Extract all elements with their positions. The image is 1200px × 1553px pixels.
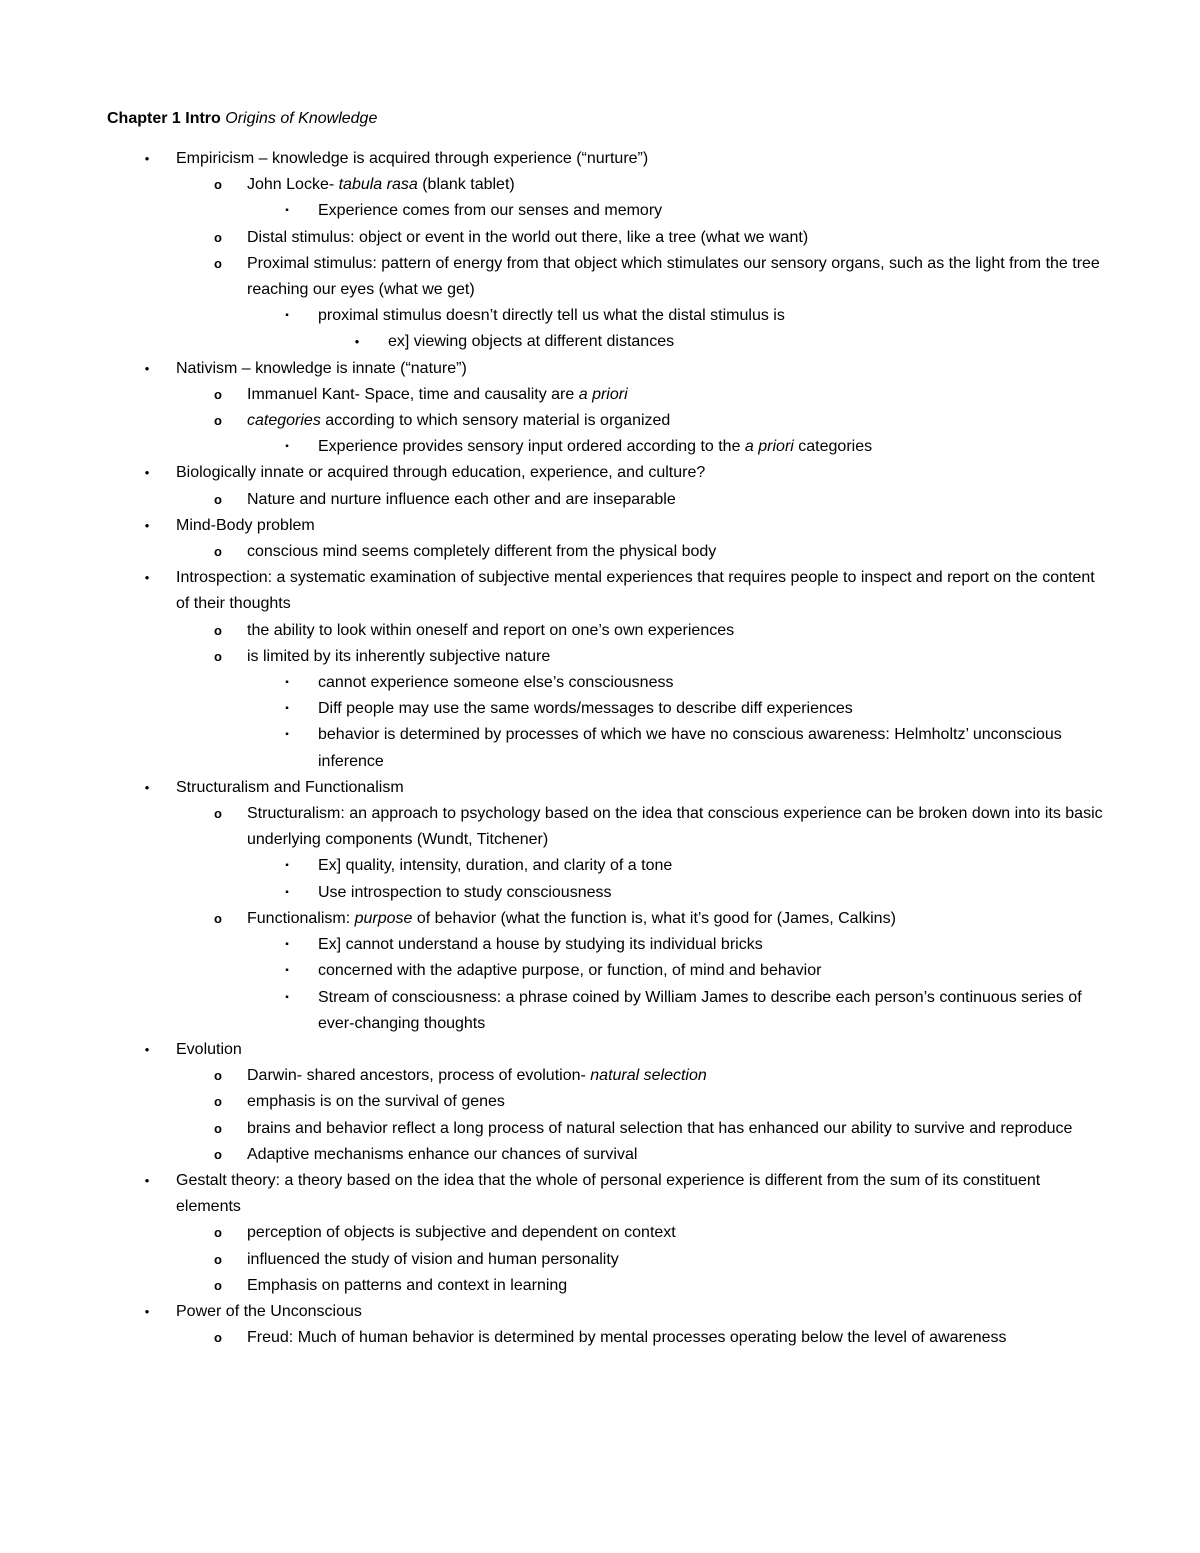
outline-italic-term: a priori (578, 385, 628, 403)
outline-item-level-1 (0, 1037, 1200, 1063)
outline-text-segment: according to which sensory material is organized (320, 412, 671, 430)
outline-item-text (247, 487, 1107, 513)
outline-item-level-1 (0, 146, 1200, 172)
outline-item-level-2 (0, 801, 1200, 853)
outline-item-text (247, 1273, 1107, 1299)
outline-item-level-2 (0, 1089, 1200, 1115)
outline-item-text (318, 722, 1103, 774)
bullet-icon: • (144, 1172, 150, 1188)
outline-italic-term: tabula rasa (338, 176, 418, 194)
outline-item-level-3 (0, 722, 1200, 774)
outline-text-segment: Empiricism – knowledge is acquired through experience (“nurture”) (176, 150, 649, 167)
circle-bullet-icon: o (214, 910, 222, 926)
outline-item-level-1 (0, 1299, 1200, 1325)
outline-item-level-3 (0, 958, 1200, 984)
bullet-icon: • (144, 360, 150, 376)
outline-item-level-1 (0, 460, 1200, 486)
outline-item-text (176, 146, 1106, 172)
outline-item-text (176, 513, 1106, 539)
square-bullet-icon: ▪ (285, 860, 289, 872)
outline-text-segment: Nativism – knowledge is innate (“nature”) (176, 359, 467, 377)
square-bullet-icon: ▪ (285, 441, 289, 453)
outline-item-text (318, 434, 1103, 460)
outline-item-text (318, 958, 1103, 984)
outline-item-level-3 (0, 985, 1200, 1037)
outline-item-level-1 (0, 775, 1200, 801)
outline-item-level-2 (0, 618, 1200, 644)
circle-bullet-icon: o (214, 1068, 222, 1084)
square-bullet-icon: ▪ (285, 729, 289, 741)
outline-text-segment: proximal stimulus doesn’t directly tell us what the distal stimulus is (318, 307, 785, 325)
outline-italic-term: natural selection (590, 1067, 707, 1085)
outline-item-level-2 (0, 1273, 1200, 1299)
square-bullet-icon: ▪ (285, 939, 289, 951)
bullet-icon: • (354, 334, 360, 350)
outline-item-text (247, 172, 1107, 198)
page-title (107, 106, 377, 132)
outline-text-segment: Structuralism and Functionalism (176, 778, 404, 796)
circle-bullet-icon: o (214, 386, 222, 402)
outline-text-segment: Biologically innate or acquired through education, experience, and culture? (176, 464, 706, 482)
outline-italic-term: a priori (744, 438, 794, 456)
outline-text-segment: influenced the study of vision and human personality (247, 1250, 619, 1268)
outline-text-segment: Mind-Body problem (176, 516, 315, 534)
circle-bullet-icon: o (214, 229, 222, 245)
outline-text-segment: Nature and nurture influence each other and are inseparable (247, 490, 676, 508)
outline-text-segment: brains and behavior reflect a long process of natural selection that has enhanced our ability to survive and reproduce (247, 1119, 1073, 1137)
outline-text-segment: Functionalism: (247, 909, 355, 927)
circle-bullet-icon: o (214, 1251, 222, 1267)
outline-text-segment: Use introspection to study consciousness (318, 883, 612, 901)
outline-item-text (247, 1247, 1107, 1273)
outline-item-level-2 (0, 487, 1200, 513)
outline-item-level-2 (0, 1142, 1200, 1168)
outline-text-segment: behavior is determined by processes of which we have no conscious awareness: Helmholtz’ unconscious inference (318, 726, 1062, 770)
outline-text-segment: Adaptive mechanisms enhance our chances of survival (247, 1145, 638, 1163)
outline-item-level-4 (0, 329, 1200, 355)
outline-item-level-1 (0, 1168, 1200, 1220)
outline-item-text (247, 1220, 1107, 1246)
outline-item-text (388, 329, 1098, 355)
outline-text-segment: Ex] cannot understand a house by studying its individual bricks (318, 936, 763, 954)
outline-item-text (318, 932, 1103, 958)
outline-item-text (176, 356, 1106, 382)
circle-bullet-icon: o (214, 491, 222, 507)
outline-item-level-2 (0, 644, 1200, 670)
outline-text-segment: Freud: Much of human behavior is determined by mental processes operating below the level of awareness (247, 1329, 1007, 1347)
outline-item-text (247, 1325, 1107, 1351)
title-lead: Chapter 1 Intro (107, 110, 221, 127)
outline-item-level-2 (0, 408, 1200, 434)
outline-item-text (247, 408, 1107, 434)
bullet-icon: • (144, 1303, 150, 1319)
circle-bullet-icon: o (214, 648, 222, 664)
outline-item-text (318, 670, 1103, 696)
square-bullet-icon: ▪ (285, 703, 289, 715)
outline-item-text (247, 644, 1107, 670)
circle-bullet-icon: o (214, 1120, 222, 1136)
outline-item-text (176, 1037, 1106, 1063)
bullet-icon: • (144, 570, 150, 586)
outline-text-segment: Experience comes from our senses and memory (318, 202, 663, 220)
outline-italic-term: categories (247, 412, 321, 430)
outline-text-segment: Distal stimulus: object or event in the world out there, like a tree (what we want) (247, 228, 809, 246)
square-bullet-icon: ▪ (285, 965, 289, 977)
circle-bullet-icon: o (214, 1146, 222, 1162)
outline-item-level-3 (0, 932, 1200, 958)
outline-text-segment: Proximal stimulus: pattern of energy from that object which stimulates our sensory organs, such as the light from the tree reaching our eyes (what we get) (247, 254, 1100, 299)
square-bullet-icon: ▪ (285, 886, 289, 898)
outline-item-level-2 (0, 172, 1200, 198)
outline-item-level-2 (0, 251, 1200, 303)
outline-item-text (247, 1142, 1107, 1168)
outline-text-segment: of behavior (what the function is, what it’s good for (James, Calkins) (412, 909, 896, 927)
circle-bullet-icon: o (214, 544, 222, 560)
outline-item-text (176, 565, 1106, 617)
bullet-icon: • (144, 151, 150, 166)
outline-text-segment: Experience provides sensory input ordered according to the (318, 438, 745, 456)
outline-text-segment: perception of objects is subjective and dependent on context (247, 1224, 676, 1242)
outline-text-segment: categories (793, 438, 873, 456)
outline-text-segment: Evolution (176, 1040, 242, 1058)
outline-item-text (247, 801, 1107, 853)
outline-text-segment: (blank tablet) (417, 176, 515, 194)
outline-item-text (318, 853, 1103, 879)
outline-item-level-2 (0, 225, 1200, 251)
outline-item-text (176, 1299, 1106, 1325)
outline-text-segment: emphasis is on the survival of genes (247, 1093, 505, 1111)
outline-item-text (247, 1116, 1107, 1142)
circle-bullet-icon: o (214, 1330, 222, 1346)
outline-text-segment: Ex] quality, intensity, duration, and clarity of a tone (318, 857, 673, 875)
square-bullet-icon: ▪ (285, 310, 289, 322)
outline-item-text (247, 382, 1107, 408)
outline-item-level-3 (0, 434, 1200, 460)
outline-item-text (247, 251, 1107, 303)
circle-bullet-icon: o (214, 622, 222, 638)
outline-item-text (247, 618, 1107, 644)
outline-item-level-3 (0, 696, 1200, 722)
outline-italic-term: purpose (354, 909, 413, 927)
outline-item-text (247, 1063, 1107, 1089)
bullet-icon: • (144, 779, 150, 795)
outline-text-segment: John Locke- (247, 176, 339, 194)
outline-item-text (247, 225, 1107, 251)
bullet-icon: • (144, 1041, 150, 1057)
outline-text-segment: Gestalt theory: a theory based on the idea that the whole of personal experience is different from the sum of its constituent elements (176, 1171, 1041, 1216)
outline-item-text (318, 696, 1103, 722)
square-bullet-icon: ▪ (285, 205, 289, 217)
outline-text-segment: is limited by its inherently subjective nature (247, 647, 551, 665)
outline-text-segment: Immanuel Kant- Space, time and causality are (247, 385, 579, 403)
circle-bullet-icon: o (214, 255, 222, 271)
circle-bullet-icon: o (214, 806, 222, 822)
outline-item-text (176, 1168, 1106, 1220)
outline-text-segment: cannot experience someone else’s consciousness (318, 674, 674, 692)
outline-text-segment: Introspection: a systematic examination of subjective mental experiences that requires people to inspect and report on the content of their thoughts (176, 569, 1095, 613)
bullet-icon: • (144, 517, 150, 533)
outline-item-level-2 (0, 1247, 1200, 1273)
outline-item-level-2 (0, 539, 1200, 565)
outline-text-segment: Emphasis on patterns and context in learning (247, 1276, 568, 1294)
outline-item-level-3 (0, 880, 1200, 906)
outline-item-level-1 (0, 513, 1200, 539)
outline-item-level-2 (0, 1063, 1200, 1089)
outline-text-segment: Darwin- shared ancestors, process of evolution- (247, 1067, 591, 1085)
outline-item-text (318, 198, 1103, 224)
circle-bullet-icon: o (214, 177, 222, 193)
outline-item-level-3 (0, 303, 1200, 329)
outline-item-level-2 (0, 1116, 1200, 1142)
outline-item-text (318, 985, 1103, 1037)
outline-item-text (318, 303, 1103, 329)
outline-item-level-2 (0, 1220, 1200, 1246)
outline-text-segment: the ability to look within oneself and report on one’s own experiences (247, 621, 735, 639)
outline-text-segment: concerned with the adaptive purpose, or function, of mind and behavior (318, 962, 822, 980)
outline-item-text (176, 775, 1106, 801)
outline-item-level-2 (0, 906, 1200, 932)
outline-text-segment: Power of the Unconscious (176, 1302, 362, 1320)
outline-text-segment: Stream of consciousness: a phrase coined by William James to describe each person’s continuous series of ever-changing thoughts (318, 988, 1082, 1032)
outline-item-level-1 (0, 565, 1200, 617)
outline-item-level-3 (0, 198, 1200, 224)
circle-bullet-icon: o (214, 1225, 222, 1241)
outline-item-text (247, 906, 1107, 932)
circle-bullet-icon: o (214, 1094, 222, 1110)
square-bullet-icon: ▪ (285, 677, 289, 689)
outline-item-text (247, 1089, 1107, 1115)
notes-outline (0, 146, 1200, 1351)
circle-bullet-icon: o (214, 1277, 222, 1293)
outline-item-text (247, 539, 1107, 565)
circle-bullet-icon: o (214, 413, 222, 429)
title-italic: Origins of Knowledge (225, 110, 378, 127)
outline-item-text (176, 460, 1106, 486)
outline-item-level-2 (0, 382, 1200, 408)
square-bullet-icon: ▪ (285, 991, 289, 1003)
outline-text-segment: Diff people may use the same words/messages to describe diff experiences (318, 700, 853, 718)
bullet-icon: • (144, 465, 150, 481)
outline-item-level-2 (0, 1325, 1200, 1351)
outline-text-segment: ex] viewing objects at different distances (388, 333, 675, 351)
outline-item-level-1 (0, 356, 1200, 382)
outline-text-segment: Structuralism: an approach to psychology based on the idea that conscious experience can be broken down into its basic underlying components (Wundt, Titchener) (247, 805, 1103, 849)
outline-item-level-3 (0, 853, 1200, 879)
outline-item-level-3 (0, 670, 1200, 696)
outline-item-text (318, 880, 1103, 906)
outline-text-segment: conscious mind seems completely different from the physical body (247, 543, 717, 561)
